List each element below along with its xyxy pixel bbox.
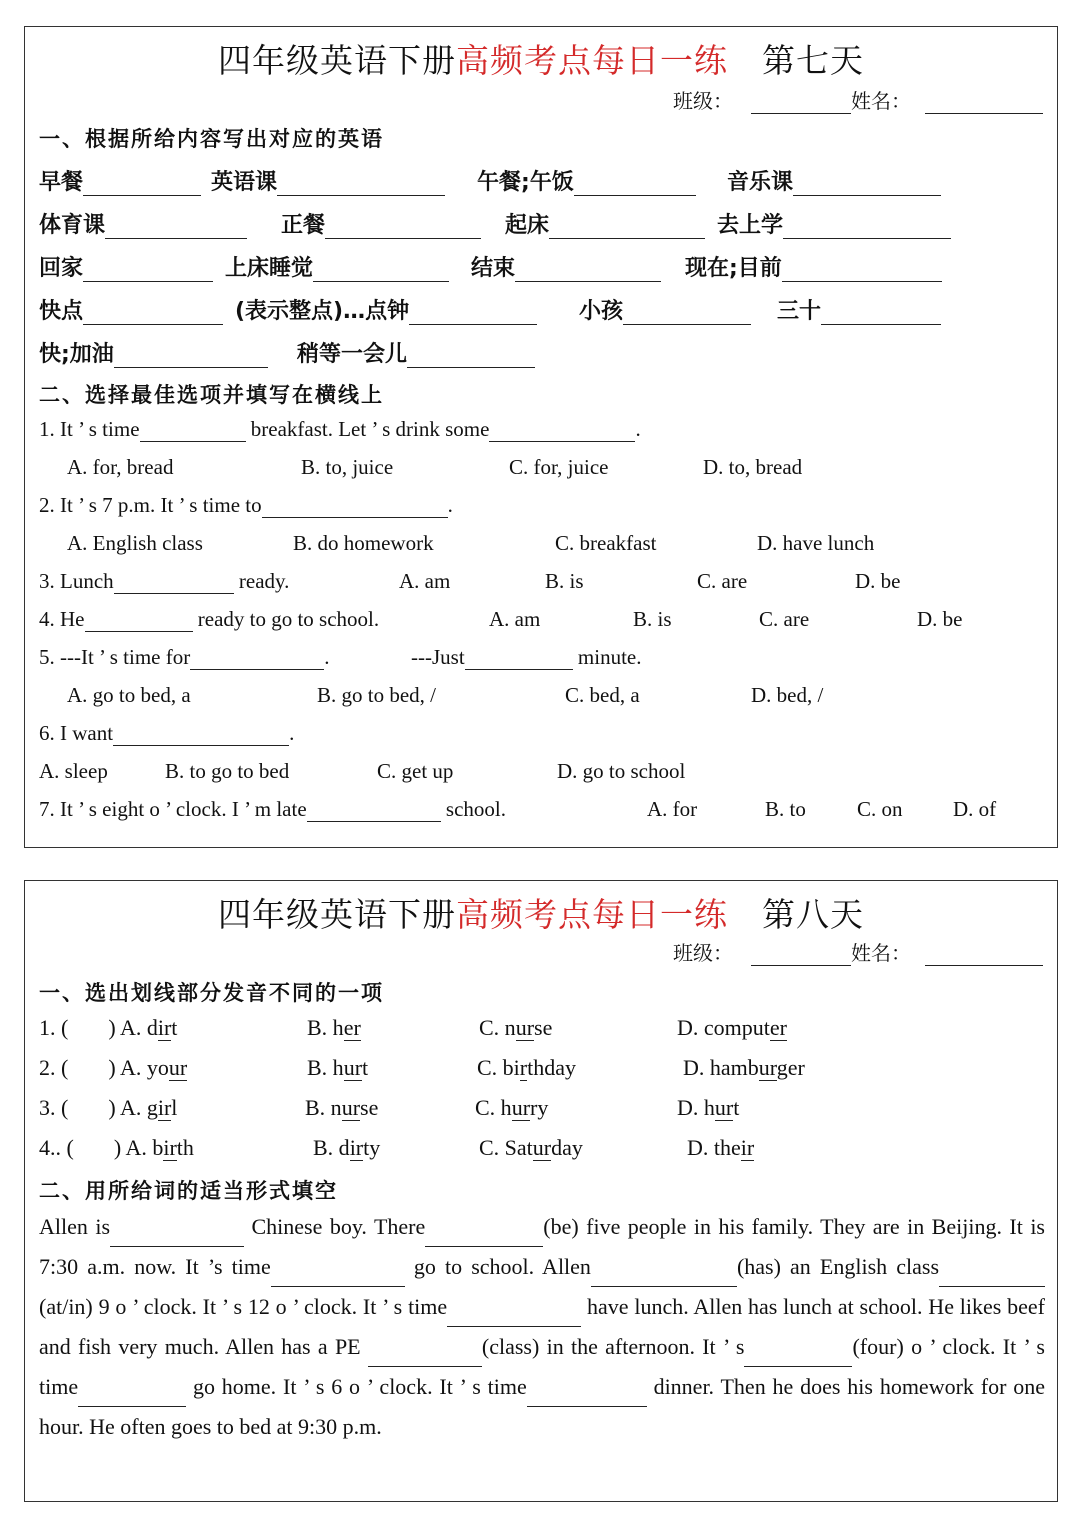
option[interactable]: C. get up bbox=[377, 759, 454, 783]
question-number: 2. ( bbox=[39, 1055, 69, 1080]
phonics-question-4 bbox=[39, 1135, 1039, 1165]
answer-blank[interactable] bbox=[140, 417, 246, 442]
option[interactable]: B. is bbox=[633, 607, 672, 631]
question-2 bbox=[39, 493, 453, 518]
word-part: C. h bbox=[475, 1095, 512, 1120]
phonics-question-3 bbox=[39, 1095, 1039, 1125]
answer-blank[interactable] bbox=[939, 1264, 1045, 1287]
underlined-part: ur bbox=[515, 1015, 535, 1040]
question-text: 6. I want bbox=[39, 721, 114, 745]
vocab-prompt: 现在;目前 bbox=[685, 256, 782, 281]
vocab-prompt: 快;加油 bbox=[39, 342, 114, 367]
question-4 bbox=[39, 607, 1039, 637]
word-part: ry bbox=[530, 1095, 549, 1120]
answer-blank[interactable] bbox=[591, 1264, 737, 1287]
word-part: se bbox=[534, 1015, 553, 1040]
word-part: d bbox=[146, 1015, 158, 1040]
option-letter: ) A. bbox=[113, 1135, 147, 1160]
vocab-prompt: 回家 bbox=[39, 256, 84, 281]
option[interactable]: B. to bbox=[765, 797, 806, 821]
underlined-part: ir bbox=[349, 1135, 364, 1160]
worksheet-day7 bbox=[24, 26, 1058, 848]
vocab-prompt: 午餐;午饭 bbox=[477, 170, 574, 195]
underlined-part: ur bbox=[341, 1095, 361, 1120]
option-letter: ) A. bbox=[108, 1095, 142, 1120]
answer-blank[interactable] bbox=[83, 300, 223, 325]
word-part: B. h bbox=[307, 1055, 344, 1080]
question-5 bbox=[39, 645, 1039, 675]
option[interactable]: D. to, bread bbox=[703, 455, 803, 479]
answer-blank[interactable] bbox=[447, 1304, 581, 1327]
options-row bbox=[39, 455, 1039, 485]
title-highlight: 高频考点每日一练 bbox=[456, 41, 728, 80]
word-part: yo bbox=[146, 1055, 169, 1080]
option[interactable]: D. be bbox=[855, 569, 901, 593]
word-part: se bbox=[360, 1095, 379, 1120]
passage-text: (be) five people in his family. They are in Beijing. It is 7:30 a.m. now. It ’s time bbox=[39, 1214, 1045, 1279]
word-part: l bbox=[171, 1095, 178, 1120]
answer-blank[interactable] bbox=[527, 1384, 647, 1407]
title-day: 第七天 bbox=[762, 41, 864, 80]
answer-blank[interactable] bbox=[368, 1344, 482, 1367]
answer-blank[interactable] bbox=[83, 171, 201, 196]
answer-blank[interactable] bbox=[782, 257, 942, 282]
underlined-part: ur bbox=[511, 1095, 531, 1120]
question-3 bbox=[39, 569, 1039, 599]
passage-text: go to school. Allen bbox=[413, 1254, 591, 1279]
answer-blank[interactable] bbox=[85, 607, 193, 632]
vocab-prompt: 音乐课 bbox=[727, 170, 794, 195]
phonics-question-1 bbox=[39, 1015, 1039, 1045]
vocab-prompt: 英语课 bbox=[211, 170, 278, 195]
name-field[interactable] bbox=[925, 91, 1043, 114]
options-row bbox=[39, 531, 1039, 561]
word-part: D. the bbox=[687, 1135, 741, 1160]
question-text: 4. He bbox=[39, 607, 85, 631]
answer-blank[interactable] bbox=[783, 214, 951, 239]
underlined-part: ur bbox=[343, 1055, 363, 1080]
word-part: C. bi bbox=[477, 1055, 520, 1080]
option[interactable]: A. am bbox=[399, 569, 451, 593]
question-text: . bbox=[447, 493, 453, 517]
answer-blank[interactable] bbox=[105, 214, 247, 239]
word-part: ty bbox=[363, 1135, 381, 1160]
worksheet-title bbox=[25, 35, 1057, 82]
option[interactable]: B. go to bed, / bbox=[317, 683, 436, 707]
option[interactable]: C. breakfast bbox=[555, 531, 657, 555]
class-label: 班级： bbox=[673, 941, 733, 965]
options-row bbox=[39, 683, 1039, 713]
vocab-prompt: 正餐 bbox=[281, 213, 326, 238]
word-part: C. n bbox=[479, 1015, 516, 1040]
option[interactable]: C. for, juice bbox=[509, 455, 609, 479]
vocab-prompt: 快点 bbox=[39, 299, 84, 324]
fill-in-passage bbox=[39, 1207, 1045, 1447]
word-part: C. Sat bbox=[479, 1135, 533, 1160]
underlined-part: ur bbox=[532, 1135, 552, 1160]
name-field[interactable] bbox=[925, 943, 1043, 966]
vocab-prompt: 起床 bbox=[505, 213, 550, 238]
passage-text: Allen is bbox=[39, 1214, 111, 1239]
answer-blank[interactable] bbox=[409, 300, 537, 325]
vocab-prompt: 结束 bbox=[471, 256, 516, 281]
vocab-prompt: 小孩 bbox=[579, 299, 624, 324]
answer-blank[interactable] bbox=[262, 493, 448, 518]
class-field[interactable] bbox=[751, 943, 851, 966]
option[interactable]: A. for, bread bbox=[67, 455, 174, 479]
answer-blank[interactable] bbox=[113, 721, 289, 746]
question-text: ready to go to school. bbox=[197, 607, 380, 631]
question-text: 3. Lunch bbox=[39, 569, 114, 593]
name-label: 姓名： bbox=[851, 89, 911, 113]
answer-blank[interactable] bbox=[623, 300, 751, 325]
question-7 bbox=[39, 797, 1039, 827]
passage-text: Chinese boy. There bbox=[251, 1214, 426, 1239]
question-text: 7. It ’ s eight o ’ clock. I ’ m late bbox=[39, 797, 307, 821]
section-heading: 一、根据所给内容写出对应的英语 bbox=[39, 127, 384, 151]
passage-text: (has) an English class bbox=[736, 1254, 940, 1279]
option[interactable]: B. to go to bed bbox=[165, 759, 290, 783]
answer-blank[interactable] bbox=[307, 797, 441, 822]
passage-text: dinner. Then he does his homework for one hour. He often goes to bed at 9:30 p.m. bbox=[39, 1374, 1045, 1439]
answer-blank[interactable] bbox=[489, 417, 635, 442]
question-text: ---Just bbox=[411, 645, 465, 669]
worksheet-title bbox=[25, 889, 1057, 936]
option-letter: ) A. bbox=[108, 1015, 142, 1040]
answer-blank[interactable] bbox=[549, 214, 705, 239]
answer-blank[interactable] bbox=[465, 645, 573, 670]
title-day: 第八天 bbox=[762, 895, 864, 934]
section-heading: 二、选择最佳选项并填写在横线上 bbox=[39, 383, 384, 407]
option[interactable]: A. go to bed, a bbox=[67, 683, 191, 707]
answer-blank[interactable] bbox=[114, 343, 268, 368]
vocab-prompt: 三十 bbox=[777, 299, 822, 324]
question-text: . bbox=[289, 721, 295, 745]
question-number: 4.. ( bbox=[39, 1135, 74, 1160]
underlined-part: ir bbox=[157, 1095, 172, 1120]
question-text: 1. It ’ s time bbox=[39, 417, 140, 441]
passage-text: (at/in) 9 o ’ clock. It ’ s 12 o ’ clock. It ’ s time bbox=[39, 1294, 448, 1319]
answer-blank[interactable] bbox=[793, 171, 941, 196]
section-heading: 二、用所给词的适当形式填空 bbox=[39, 1179, 338, 1203]
answer-blank[interactable] bbox=[425, 1224, 543, 1247]
phonics-question-2 bbox=[39, 1055, 1039, 1085]
word-part: thday bbox=[527, 1055, 577, 1080]
underlined-part: ur bbox=[168, 1055, 188, 1080]
option[interactable]: A. for bbox=[647, 797, 698, 821]
answer-blank[interactable] bbox=[83, 257, 213, 282]
answer-blank[interactable] bbox=[78, 1384, 186, 1407]
answer-blank[interactable] bbox=[744, 1344, 852, 1367]
question-text: . bbox=[324, 645, 330, 669]
vocab-prompt: 体育课 bbox=[39, 213, 106, 238]
title-highlight: 高频考点每日一练 bbox=[456, 895, 728, 934]
vocab-prompt: 早餐 bbox=[39, 170, 84, 195]
option[interactable]: D. of bbox=[953, 797, 997, 821]
answer-blank[interactable] bbox=[313, 257, 449, 282]
option-letter: ) A. bbox=[108, 1055, 142, 1080]
word-part: D. comput bbox=[677, 1015, 770, 1040]
option[interactable]: C. bed, a bbox=[565, 683, 640, 707]
underlined-part: ir bbox=[157, 1015, 172, 1040]
class-name-row bbox=[673, 937, 1043, 966]
word-part: B. d bbox=[313, 1135, 350, 1160]
question-text: breakfast. Let ’ s drink some bbox=[250, 417, 490, 441]
word-part: D. hamb bbox=[683, 1055, 759, 1080]
underlined-part: er bbox=[343, 1015, 361, 1040]
worksheet-day8 bbox=[24, 880, 1058, 1502]
underlined-part: ir bbox=[163, 1135, 177, 1160]
option[interactable]: C. are bbox=[697, 569, 748, 593]
word-part: th bbox=[176, 1135, 194, 1160]
word-part: t bbox=[733, 1095, 740, 1120]
question-number: 3. ( bbox=[39, 1095, 69, 1120]
word-part: B. h bbox=[307, 1015, 344, 1040]
option[interactable]: B. do homework bbox=[293, 531, 434, 555]
question-text: . bbox=[635, 417, 641, 441]
option[interactable]: D. go to school bbox=[557, 759, 686, 783]
vocab-prompt: 上床睡觉 bbox=[225, 256, 314, 281]
title-grade: 四年级英语下册 bbox=[218, 895, 456, 934]
option[interactable]: D. be bbox=[917, 607, 963, 631]
underlined-part: ur bbox=[758, 1055, 777, 1080]
answer-blank[interactable] bbox=[277, 171, 445, 196]
question-text: school. bbox=[445, 797, 506, 821]
option[interactable]: A. English class bbox=[67, 531, 203, 555]
answer-blank[interactable] bbox=[110, 1224, 244, 1247]
answer-blank[interactable] bbox=[821, 300, 941, 325]
question-1 bbox=[39, 417, 641, 442]
word-part: t bbox=[171, 1015, 178, 1040]
vocab-prompt: 去上学 bbox=[717, 213, 784, 238]
underlined-part: ur bbox=[714, 1095, 734, 1120]
answer-blank[interactable] bbox=[515, 257, 661, 282]
passage-text: have lunch. Allen has lunch at school. He likes beef and fish very much. Allen has a PE bbox=[39, 1294, 1045, 1359]
answer-blank[interactable] bbox=[407, 343, 535, 368]
option[interactable]: D. bed, / bbox=[751, 683, 824, 707]
option[interactable]: D. have lunch bbox=[757, 531, 875, 555]
question-text: minute. bbox=[577, 645, 642, 669]
question-text: ready. bbox=[238, 569, 290, 593]
option[interactable]: C. are bbox=[759, 607, 810, 631]
passage-text: (class) in the afternoon. It ’ s bbox=[481, 1334, 745, 1359]
passage-text: go home. It ’ s 6 o ’ clock. It ’ s time bbox=[192, 1374, 527, 1399]
word-part: ger bbox=[776, 1055, 805, 1080]
vocab-prompt: (表示整点)…点钟 bbox=[235, 299, 410, 324]
class-name-row bbox=[673, 85, 1043, 114]
section-heading: 一、选出划线部分发音不同的一项 bbox=[39, 981, 384, 1005]
class-field[interactable] bbox=[751, 91, 851, 114]
name-label: 姓名： bbox=[851, 941, 911, 965]
options-row bbox=[39, 759, 1039, 789]
word-part: D. h bbox=[677, 1095, 715, 1120]
answer-blank[interactable] bbox=[190, 645, 324, 670]
vocab-prompt: 稍等一会儿 bbox=[297, 342, 408, 367]
answer-blank[interactable] bbox=[574, 171, 696, 196]
question-text: 2. It ’ s 7 p.m. It ’ s time to bbox=[39, 493, 262, 517]
question-text: 5. ---It ’ s time for bbox=[39, 645, 191, 669]
word-part: day bbox=[551, 1135, 583, 1160]
underlined-part: er bbox=[769, 1015, 787, 1040]
title-grade: 四年级英语下册 bbox=[218, 41, 456, 80]
answer-blank[interactable] bbox=[325, 214, 481, 239]
question-6 bbox=[39, 721, 294, 746]
word-part: g bbox=[146, 1095, 158, 1120]
word-part: B. n bbox=[305, 1095, 342, 1120]
word-part: b bbox=[152, 1135, 164, 1160]
underlined-part: r bbox=[519, 1055, 528, 1080]
option[interactable]: B. to, juice bbox=[301, 455, 394, 479]
answer-blank[interactable] bbox=[114, 569, 234, 594]
passage-text: (four) o ’ clock. It ’ s time bbox=[39, 1334, 1045, 1399]
underlined-part: ir bbox=[740, 1135, 755, 1160]
answer-blank[interactable] bbox=[271, 1264, 405, 1287]
option[interactable]: A. sleep bbox=[39, 759, 108, 783]
class-label: 班级： bbox=[673, 89, 733, 113]
option[interactable]: B. is bbox=[545, 569, 584, 593]
question-number: 1. ( bbox=[39, 1015, 69, 1040]
option[interactable]: A. am bbox=[489, 607, 541, 631]
word-part: t bbox=[362, 1055, 369, 1080]
option[interactable]: C. on bbox=[857, 797, 903, 821]
